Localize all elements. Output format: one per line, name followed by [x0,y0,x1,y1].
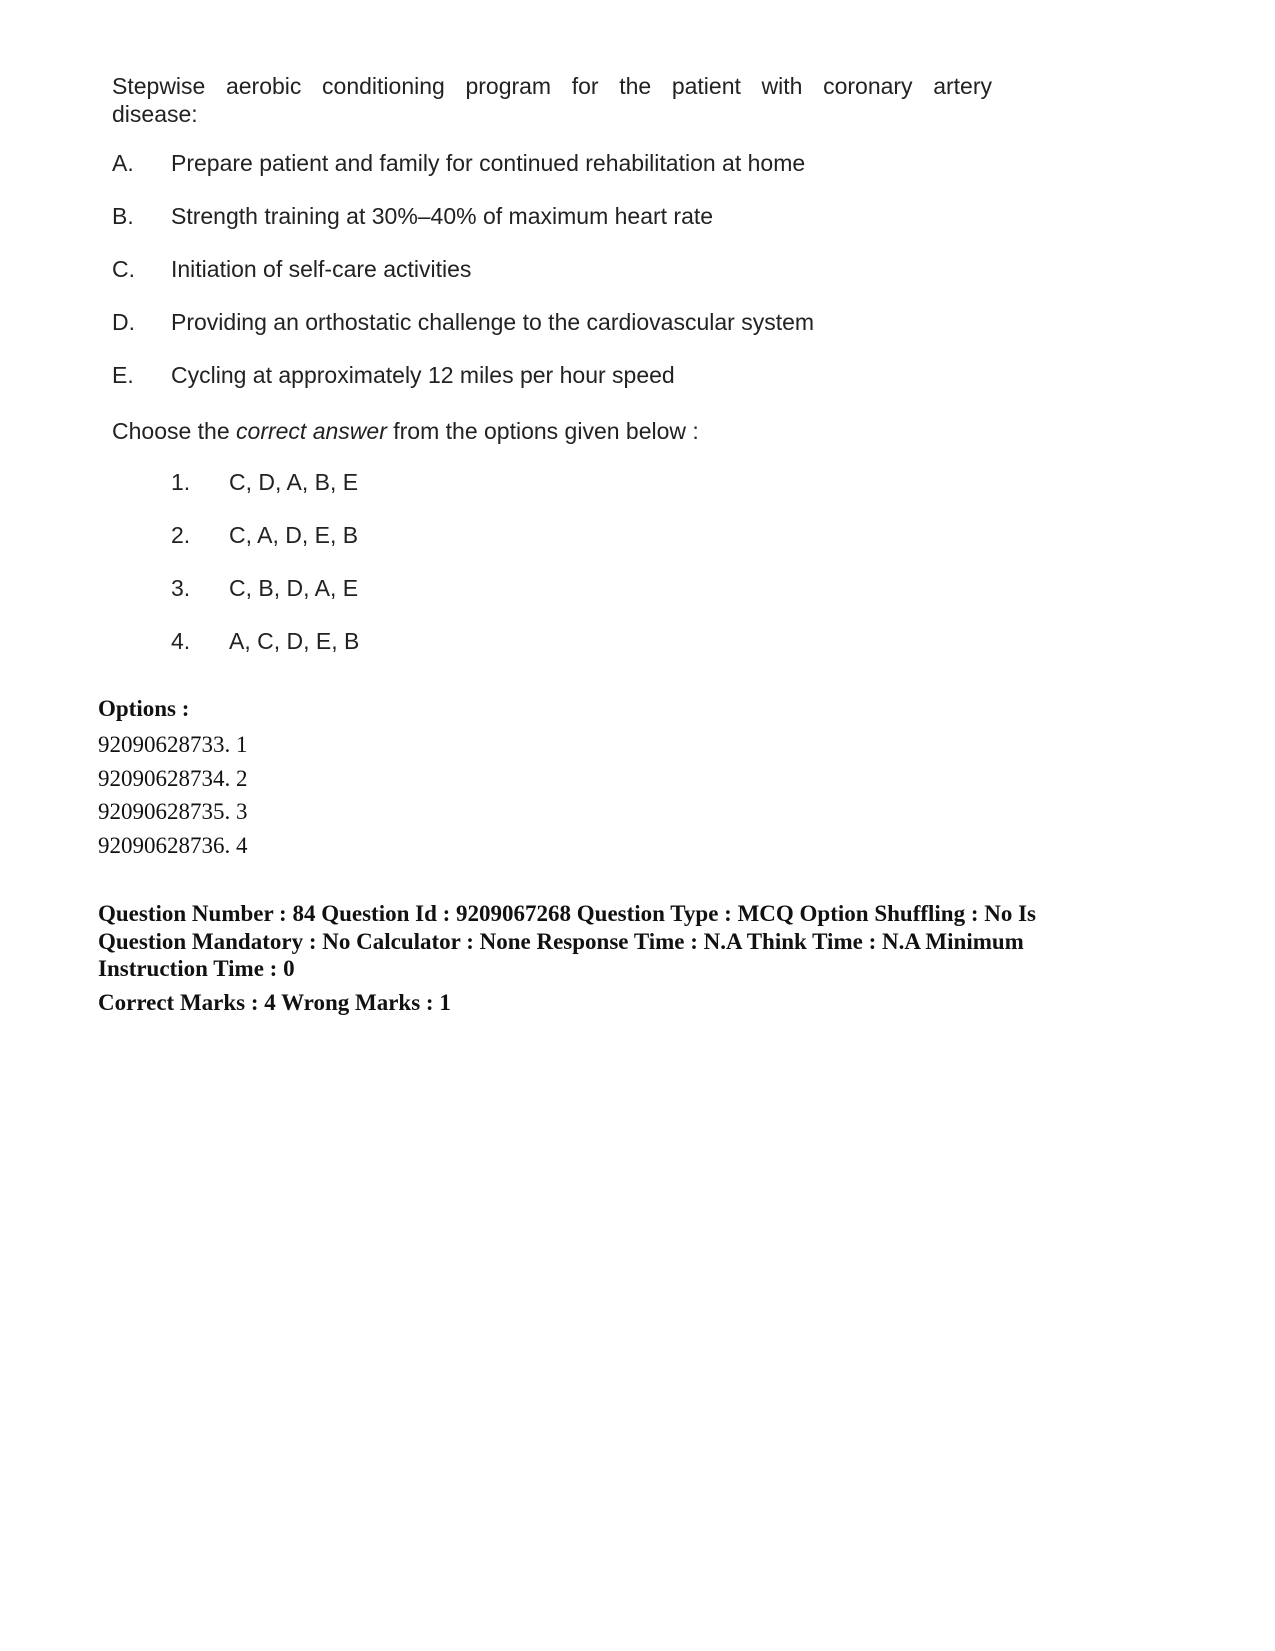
choose-suffix: from the options given below : [386,418,699,444]
choose-prefix: Choose the [112,418,237,444]
option-row: 92090628736. 4 [98,832,248,858]
statement-list [112,150,1012,415]
answer-text: A, C, D, E, B [229,628,360,654]
options-section [98,694,248,862]
statement-letter: D. [112,309,135,335]
marks-line: Correct Marks : 4 Wrong Marks : 1 [98,989,451,1015]
meta-line-2: Question Mandatory : No Calculator : None Response Time : N.A Think Time : N.A Minimum [98,928,1024,954]
answer-text: C, D, A, B, E [229,469,359,495]
choose-instruction [112,417,1012,445]
option-row: 92090628735. 3 [98,799,248,824]
question-stem-line-2: disease: [112,101,198,127]
statement-item [112,203,1012,256]
statement-item [112,362,1012,415]
question-stem [112,72,992,128]
question-image [112,72,1012,681]
statement-text: Prepare patient and family for continued rehabilitation at home [171,150,806,176]
answer-text: C, A, D, E, B [229,522,359,548]
question-meta [98,900,1108,1016]
statement-text: Initiation of self-care activities [171,256,472,282]
answer-item [171,469,1012,522]
meta-line-3: Instruction Time : 0 [98,956,295,981]
answer-number: 2. [171,522,191,548]
question-stem-line-1: Stepwise aerobic conditioning program for the patient with coronary artery [112,73,992,99]
answer-item [171,628,1012,681]
answer-number: 1. [171,469,191,495]
options-title: Options : [98,696,190,721]
statement-letter: A. [112,150,134,176]
meta-line-1: Question Number : 84 Question Id : 9209067268 Question Type : MCQ Option Shuffling : No Is [98,901,1037,926]
choose-emphasis: correct answer [236,418,387,444]
answer-number: 3. [171,575,191,601]
statement-item [112,309,1012,362]
statement-text: Providing an orthostatic challenge to the cardiovascular system [171,309,815,335]
statement-item [112,256,1012,309]
statement-text: Cycling at approximately 12 miles per hour speed [171,362,675,388]
statement-letter: B. [112,203,134,229]
statement-letter: C. [112,256,135,282]
answer-item [171,575,1012,628]
statement-text: Strength training at 30%–40% of maximum heart rate [171,203,714,229]
option-row: 92090628734. 2 [98,765,248,791]
answer-number: 4. [171,628,191,654]
statement-letter: E. [112,362,134,388]
answer-item [171,522,1012,575]
option-row: 92090628733. 1 [98,732,248,757]
answer-list [112,469,1012,681]
statement-item [112,150,1012,203]
answer-text: C, B, D, A, E [229,575,359,601]
